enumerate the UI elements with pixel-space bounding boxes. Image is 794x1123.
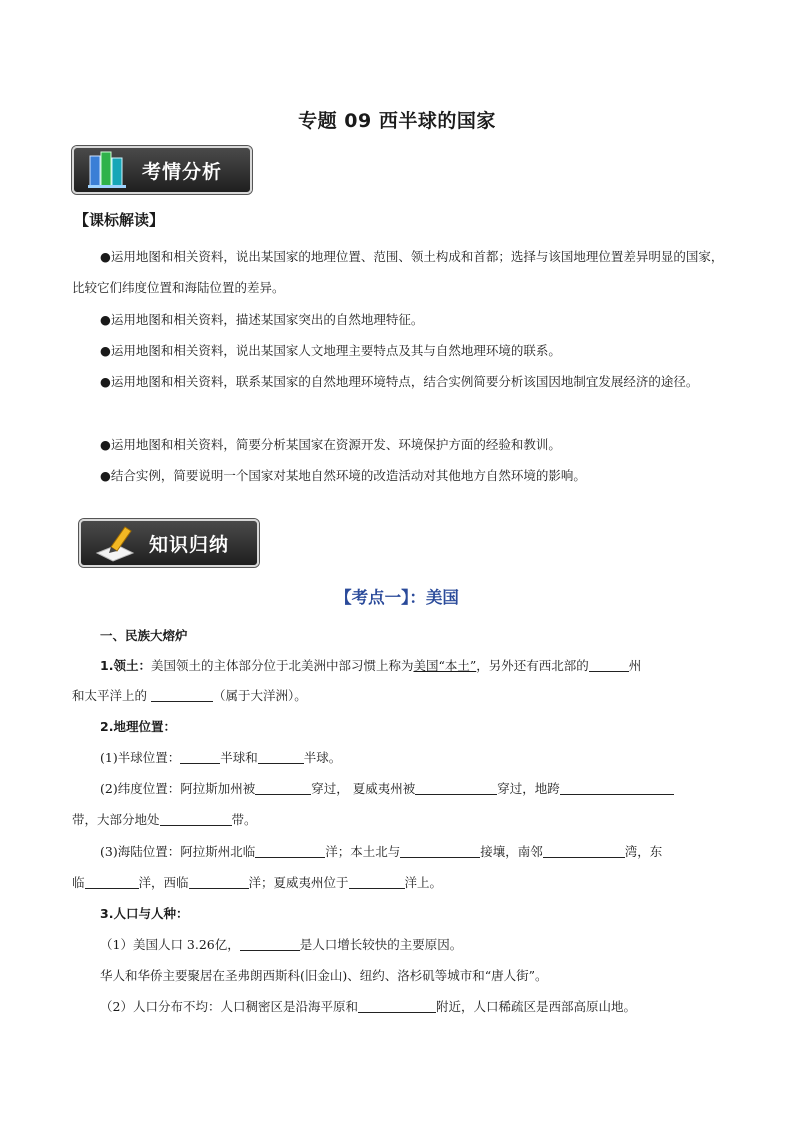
line-renkou-2: （2）人口分布不均：人口稠密区是沿海平原和 附近，人口稀疏区是西部高原山地。: [100, 999, 636, 1014]
banner-zhishi: [79, 519, 259, 567]
blank[interactable]: [560, 780, 674, 795]
banner-zhishi-label: 知识归纳: [149, 533, 230, 556]
line-hailu-1: (3)海陆位置：阿拉斯州北临 洋；本土北与 接壤，南邻 湾，东: [100, 844, 663, 859]
line-renkou-1: （1）美国人口 3.26亿， 是人口增长较快的主要原因。: [100, 937, 463, 952]
blank[interactable]: [400, 843, 480, 858]
label-dili-weizhi: 2.地理位置：: [100, 719, 176, 734]
blank[interactable]: [240, 936, 300, 951]
kaodian-heading: 【考点一】：美国: [335, 588, 459, 607]
blank[interactable]: [160, 811, 232, 826]
label-renkou: 3.人口与人种：: [100, 906, 189, 921]
page-title: 专题 09 西半球的国家: [298, 110, 496, 132]
blank[interactable]: [349, 874, 405, 889]
line-lingtu-2: 和太平洋上的 （属于大洋洲）。: [72, 688, 307, 703]
line-lingtu-1: 1.领土：美国领土的主体部分位于北美洲中部习惯上称为美国“本土”，另外还有西北部的 州: [100, 658, 642, 673]
line-weidu-2: 带，大部分地处 带。: [72, 812, 257, 827]
kebiao-item-3: ●运用地图和相关资料，说出某国家人文地理主要特点及其与自然地理环境的联系。: [100, 343, 561, 358]
blank[interactable]: [180, 749, 220, 764]
kebiao-item-4: ●运用地图和相关资料，联系某国家的自然地理环境特点，结合实例简要分析该国因地制宜发展经济的途径。: [100, 374, 699, 389]
blank[interactable]: [358, 998, 436, 1013]
blank[interactable]: [415, 780, 497, 795]
kebiao-item-6: ●结合实例，简要说明一个国家对某地自然环境的改造活动对其他地方自然环境的影响。: [100, 468, 586, 483]
line-banqiu: (1)半球位置： 半球和 半球。: [100, 750, 342, 765]
section-minzu: 一、民族大熔炉: [100, 628, 188, 643]
blank[interactable]: [543, 843, 625, 858]
line-huaren: 华人和华侨主要聚居在圣弗朗西斯科(旧金山)、纽约、洛杉矶等城市和“唐人街”。: [100, 968, 548, 983]
books-icon: [86, 150, 130, 190]
banner-kaoqing: [72, 146, 252, 194]
blank[interactable]: [189, 874, 249, 889]
blank[interactable]: [589, 657, 629, 672]
blank[interactable]: [151, 687, 213, 702]
line-weidu-1: (2)纬度位置：阿拉斯加州被 穿过， 夏威夷州被 穿过，地跨: [100, 779, 674, 797]
blank[interactable]: [258, 749, 304, 764]
blank[interactable]: [255, 843, 325, 858]
blank[interactable]: [85, 874, 139, 889]
kebiao-heading: 【课标解读】: [74, 211, 165, 229]
blank[interactable]: [255, 780, 311, 795]
label-lingtu: 1.领土：: [100, 658, 151, 673]
pen-paper-icon: [93, 523, 137, 563]
kebiao-item-1: ●运用地图和相关资料，说出某国家的地理位置、范围、领土构成和首都；选择与该国地理位置差异明显的国家，比较它们纬度位置和海陆位置的差异。: [72, 249, 724, 295]
kebiao-item-5: ●运用地图和相关资料，简要分析某国家在资源开发、环境保护方面的经验和教训。: [100, 437, 561, 452]
line-hailu-2: 临 洋，西临 洋；夏威夷州位于 洋上。: [72, 875, 443, 890]
kebiao-item-2: ●运用地图和相关资料，描述某国家突出的自然地理特征。: [100, 312, 424, 327]
banner-kaoqing-label: 考情分析: [142, 160, 223, 183]
